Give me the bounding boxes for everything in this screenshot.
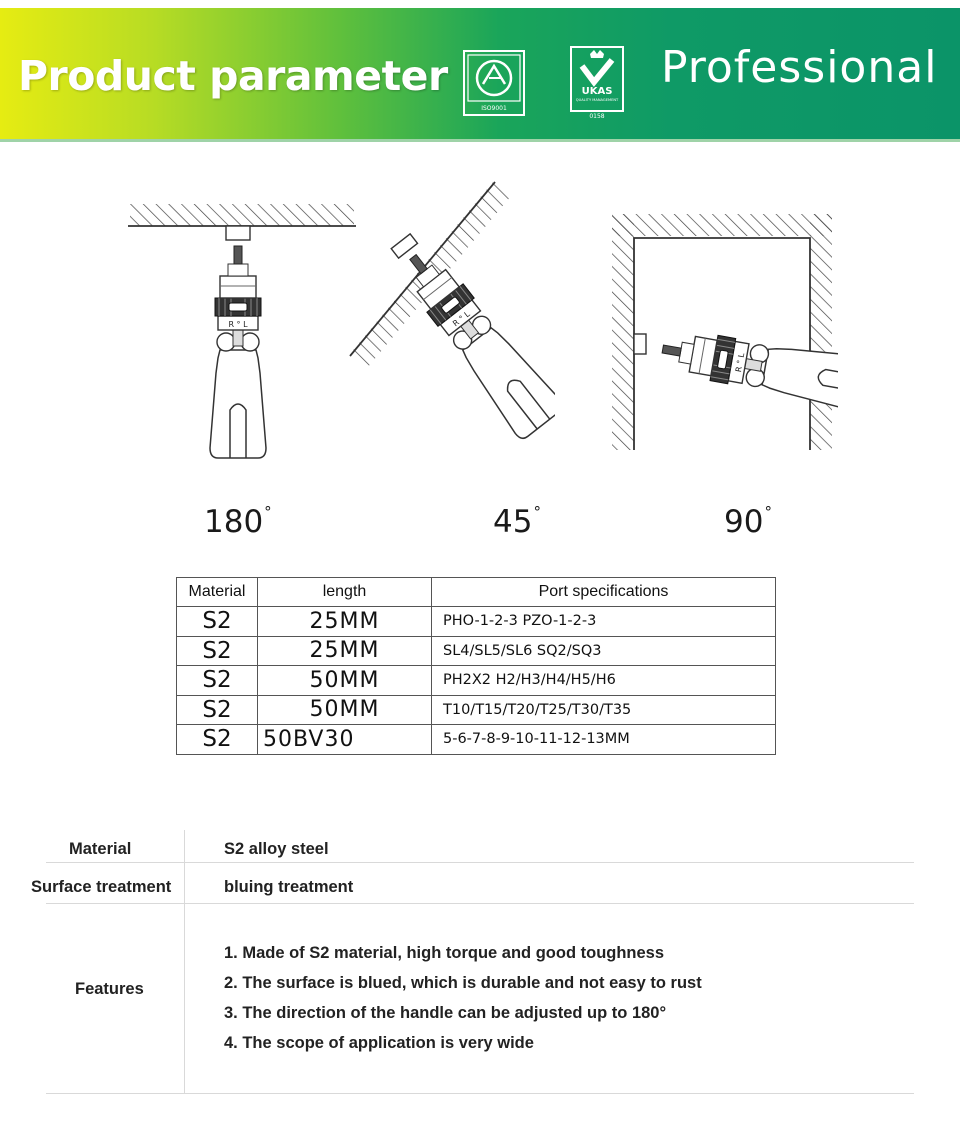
angle-label-180 bbox=[204, 503, 272, 540]
spec-table-header-row bbox=[177, 578, 776, 607]
angle-value-90: 90 bbox=[724, 504, 764, 540]
list-item: 2. The surface is blued, which is durable and not easy to rust bbox=[224, 974, 702, 992]
degree-symbol: ° bbox=[533, 503, 541, 521]
table-row bbox=[177, 607, 776, 637]
features-label: Features bbox=[75, 980, 144, 998]
spec-cell-material: S2 bbox=[177, 695, 258, 725]
info-row-separator bbox=[46, 862, 914, 863]
degree-symbol: ° bbox=[764, 503, 772, 521]
spec-cell-material: S2 bbox=[177, 607, 258, 637]
material-label: Material bbox=[69, 840, 132, 858]
iso-logo-text: ISO9001 bbox=[481, 105, 507, 112]
info-table-divider bbox=[184, 830, 185, 1094]
spec-cell-length: 50MM bbox=[258, 666, 432, 696]
spec-cell-length: 25MM bbox=[258, 636, 432, 666]
ukas-logo-code: 0158 bbox=[589, 113, 605, 120]
spec-header-port: Port specifications bbox=[432, 578, 776, 607]
spec-cell-length: 50MM bbox=[258, 695, 432, 725]
ukas-logo-text: UKAS bbox=[581, 86, 613, 97]
list-item: 3. The direction of the handle can be adjusted up to 180° bbox=[224, 1004, 667, 1022]
page-title: Product parameter bbox=[18, 52, 448, 100]
spec-cell-port: PH2X2 H2/H3/H4/H5/H6 bbox=[432, 666, 776, 696]
features-list bbox=[224, 942, 702, 1062]
info-row-separator bbox=[46, 903, 914, 904]
list-item: 4. The scope of application is very wide bbox=[224, 1034, 534, 1052]
info-row-separator bbox=[46, 1093, 914, 1094]
spec-cell-material: S2 bbox=[177, 636, 258, 666]
material-value: S2 alloy steel bbox=[224, 840, 329, 858]
spec-table bbox=[176, 577, 776, 755]
table-row bbox=[177, 725, 776, 755]
screwdriver-180-illustration bbox=[126, 200, 358, 490]
angle-label-45 bbox=[493, 503, 541, 540]
spec-header-material: Material bbox=[177, 578, 258, 607]
screwdriver-45-illustration bbox=[345, 176, 555, 488]
list-item: 1. Made of S2 material, high torque and good toughness bbox=[224, 944, 665, 962]
screwdriver-90-illustration bbox=[606, 210, 838, 460]
surface-treatment-value: bluing treatment bbox=[224, 878, 354, 896]
spec-cell-port: T10/T15/T20/T25/T30/T35 bbox=[432, 695, 776, 725]
table-row bbox=[177, 666, 776, 696]
spec-cell-material: S2 bbox=[177, 725, 258, 755]
angle-value-45: 45 bbox=[493, 504, 533, 540]
table-row bbox=[177, 636, 776, 666]
degree-symbol: ° bbox=[264, 503, 272, 521]
table-row bbox=[177, 695, 776, 725]
ukas-quality-management-icon bbox=[570, 46, 624, 120]
spec-cell-length: 50BV30 bbox=[258, 725, 432, 755]
spec-cell-port: 5-6-7-8-9-10-11-12-13MM bbox=[432, 725, 776, 755]
surface-treatment-label: Surface treatment bbox=[31, 878, 172, 896]
header-banner bbox=[0, 8, 960, 142]
spec-cell-material: S2 bbox=[177, 666, 258, 696]
angle-label-90 bbox=[724, 503, 772, 540]
spec-cell-length: 25MM bbox=[258, 607, 432, 637]
spec-header-length: length bbox=[258, 578, 432, 607]
ukas-logo-subtext: QUALITY MANAGEMENT bbox=[575, 98, 619, 102]
angle-value-180: 180 bbox=[204, 504, 264, 540]
professional-tagline: Professional bbox=[661, 42, 938, 93]
spec-cell-port: SL4/SL5/SL6 SQ2/SQ3 bbox=[432, 636, 776, 666]
iso-certification-icon bbox=[463, 50, 525, 116]
spec-cell-port: PHO-1-2-3 PZO-1-2-3 bbox=[432, 607, 776, 637]
